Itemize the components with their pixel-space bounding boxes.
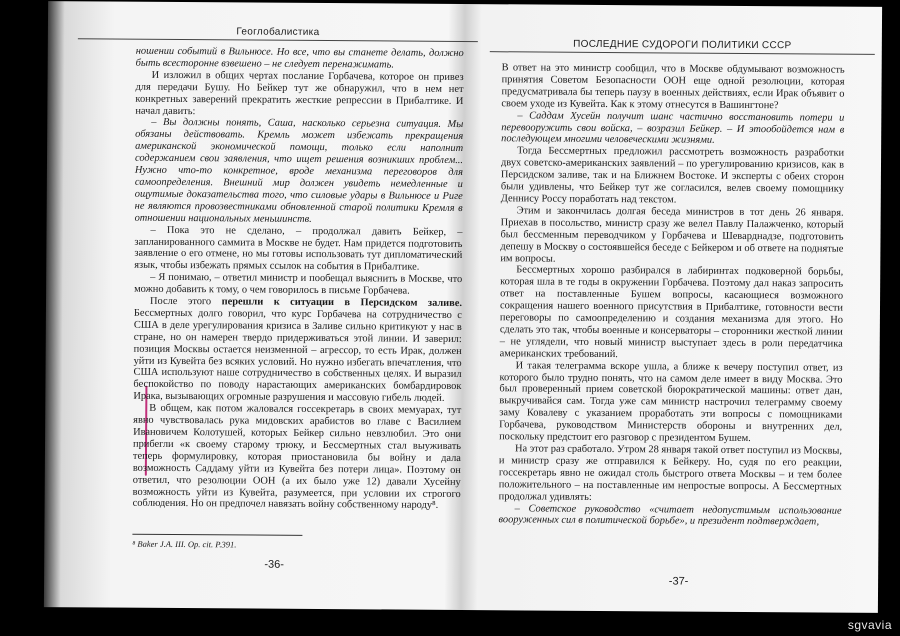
left-page <box>74 1 478 610</box>
right-running-head: ПОСЛЕДНИЕ СУДОРОГИ ПОЛИТИКИ СССР <box>490 38 875 55</box>
right-page-number: -37- <box>668 575 689 588</box>
footnote: ⁸ Baker J.A. III. Op. cit. P.391. <box>132 538 237 550</box>
left-running-head: Геоглобалистика <box>78 25 478 42</box>
paragraph: В ответ на это министр сообщил, что в Москве обдумывают возможность принятия Советом Безопасности ООН еще одной резолюции, которая предусматривала бы теперь паузу в военных действиях, если Ирак объявит о своем уходе из Кувейта. Как к этому отнесутся в Вашингтоне? <box>501 62 845 111</box>
paragraph: И такая телеграмма вскоре ушла, а ближе к вечеру поступил ответ, из которого было трудно понять, что на самом деле имеет в виду Москва. Это был проверенный прием советской бюрократической машины: ответ дан, выкручивайся сам. Тогда уже сам министр настрочил телеграмму своему заму Ковалеву с указанием проработать эти вопросы с помощниками Горбачева, руководством Министерств обороны и внутренних дел, поскольку предстоит его разговор с президентом Бушем. <box>499 360 843 445</box>
paragraph: – Пока это не сделано, – продолжал давить Бейкер, – запланированного саммита в Москве не будет. Нам придется подготовить заявление о его отмене, но мы готовы использовать тут дипломатический язык, чтобы избежать прямых ссылок на события в Прибалтике. <box>134 224 463 274</box>
paragraph: Бессмертных хорошо разбирался в лабиринтах подковерной борьбы, которая шла в те годы в окружении Горбачева. Поэтому дал наказ запросить ответ на поставленные Бушем вопросы, касающиеся возможного сокращения нашего военного присутствия в Прибалтике, готовности вести переговоры по самоопределению и создания механизма для этого. Но сделать это так, чтобы военные и консерваторы – сторонники жесткой линии – не углядели, что новый министр выступает здесь в роли передатчика американских требований. <box>499 264 844 360</box>
right-page-text <box>498 62 844 529</box>
footnote-rule <box>132 534 302 536</box>
paragraph: После этого перешли к ситуации в Персидском заливе. Бессмертных долго говорил, что курс Горбачева на сотрудничество с США в деле урегулирования кризиса в Заливе сильно критикуют у нас в стране, но он намерен твердо придерживаться этой линии. И заверил: позиция Москвы остается неизменной – агрессор, то есть Ирак, должен уйти из Кувейта без всяких условий. Но нужно избегать впечатления, что США используют наше сотрудничество в собственных целях. И выразил беспокойство по поводу нарастающих американских бомбардировок Ирака, вызывающих огромные разрушения и массовую гибель людей. <box>133 295 463 405</box>
paragraph: На этот раз сработало. Утром 28 января такой ответ поступил из Москвы, и министр сразу же отправился к Бейкеру. Но, судя по его реакции, госсекретарь явно не ожидал столь быстрого ответа Москвы – и тем более положительного – на поставленные им непростые вопросы. А Бессмертных продолжал удивлять: <box>498 443 843 503</box>
paragraph: – Вы должны понять, Саша, насколько серьезна ситуация. Мы обязаны действовать. Кремль может избежать прекращения американской экономической помощи, только если наполнит содержанием свои заявления, что ищет решения возникших проблем... Нужно что-то конкретное, вроде механизма переговоров для самоопределения. Внешний мир должен увидеть немедленные и ощутимые доказательства того, что силовые удары в Вильнюсе и Риге не являются провозвестниками обновленной старой политики Кремля в отношении национальных меньшинств. <box>134 117 464 225</box>
open-book <box>44 1 882 613</box>
paragraph: В общем, как потом жаловался госсекретарь в своих мемуарах, тут явно чувствовалась рука мидовских арабистов во главе с Василием Ивановичем Колотушей, которых Бейкер сильно невзлюбил. Это они прибегли «к своему старому трюку, и Бессмертных стал выуживать теперь формулировку, которая приостановила бы войну и дала возможность Саддаму уйти из Кувейта без потери лица». Поэтому он ответил, что резолюции ООН (а их было уже 12) давали Хусейну возможность уйти из Кувейта, разумеется, при условии их строгого соблюдения. Но он предпочел навязать войну собственному народу⁸. <box>132 402 462 512</box>
paragraph: – Саддам Хусейн получит шанс частично восстановить потери и перевооружить свои войска, – возразил Бейкер. – И этообойдется нам в последующем многими человеческими жизнями. <box>501 109 845 147</box>
paragraph: Этим и закончилась долгая беседа министров в тот день 26 января. Приехав в посольство, министр сразу же велел Павлу Палажченко, который был бессменным переводчиком у Горбачева и Шеварднадзе, подготовить депешу в Москву о состоявшейся беседе с Бейкером и об ответе на поднятые им вопросы. <box>500 205 844 265</box>
left-page-number: -36- <box>264 558 285 571</box>
paragraph: ношении событий в Вильнюсе. Но все, что вы станете делать, должно быть всесторонне взвешено – не следует перенажимать. <box>135 45 464 71</box>
paragraph: И изложил в общих чертах послание Горбачева, которое он привез для передачи Бушу. Но Бейкер тут же обнаружил, что в нем нет конкретных заверений прекратить жесткие репрессии в Прибалтике. И начал давить: <box>135 69 464 117</box>
paragraph: Тогда Бессмертных предложил рассмотреть возможность разработки двух советско-американских заявлений – по урегулированию кризисов, как в Персидском заливе, так и на Ближнем Востоке. И эксперты с обеих сторон были удивлены, что Бейкер тут же согласился, велев своему помощнику Деннису Россу поработать над текстом. <box>500 145 845 206</box>
left-page-text <box>133 46 464 513</box>
paragraph: – Я понимаю, – ответил министр и пообещал выяснить в Москве, что можно добавить к тому, о чем говорилось в письме Горбачева. <box>134 272 463 297</box>
right-page <box>486 4 875 613</box>
paragraph: – Советское руководство «считает недопустимым использование вооруженных сил в политической борьбе», и президент подтверждает, <box>498 502 842 528</box>
watermark: sgvavia <box>847 618 892 632</box>
bold-phrase: перешли к ситуации в Персидском заливе. <box>221 296 463 310</box>
